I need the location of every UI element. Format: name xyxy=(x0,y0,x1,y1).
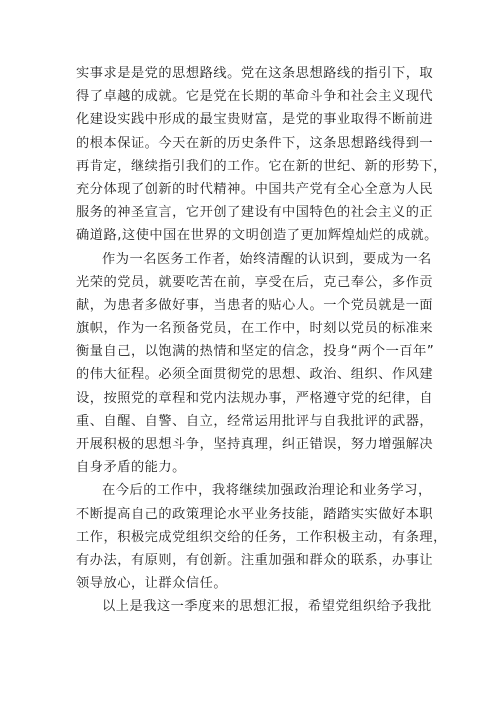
paragraph-future-work xyxy=(76,479,447,595)
text-line: 重、自醒、自警、自立，经常运用批评与自我批评的武器， xyxy=(76,413,434,429)
text-line: 充分体现了创新的时代精神。中国共产党有全心全意为人民 xyxy=(76,181,434,197)
paragraph-closing xyxy=(76,595,430,618)
text-line: 自身矛盾的能力。 xyxy=(76,460,186,476)
text-line: 得了卓越的成就。它是党在长期的革命斗争和社会主义现代 xyxy=(76,89,434,105)
text-line: 化建设实践中形成的最宝贵财富，是党的事业取得不断前进 xyxy=(76,112,434,128)
text-line: 的伟大征程。必须全面贯彻党的思想、政治、组织、作风建 xyxy=(76,367,434,383)
document-body xyxy=(76,62,447,619)
text-line: 设，按照党的章程和党内法规办事，严格遵守党的纪律，自 xyxy=(76,390,434,406)
text-line: 再肯定，继续指引我们的工作。它在新的世纪、新的形势下， xyxy=(76,158,447,174)
text-line: 实事求是是党的思想路线。党在这条思想路线的指引下，取 xyxy=(76,66,434,81)
text-line: 旗帜，作为一名预备党员，在工作中，时刻以党员的标准来 xyxy=(76,321,434,337)
text-line: 献，为患者多做好事，当患者的贴心人。一个党员就是一面 xyxy=(76,297,434,313)
paragraph-medical-worker xyxy=(76,248,435,480)
text-line: 确道路,这使中国在世界的文明创造了更加辉煌灿烂的成就。 xyxy=(76,228,438,244)
paragraph-party-line xyxy=(76,62,447,248)
text-line: 作为一名医务工作者，始终清醒的认识到，要成为一名 xyxy=(102,251,432,267)
text-line: 有办法，有原则，有创新。注重加强和群众的联系，办事让 xyxy=(76,552,434,568)
text-line: 服务的神圣宣言，它开创了建设有中国特色的社会主义的正 xyxy=(76,205,434,221)
text-line: 以上是我这一季度来的思想汇报，希望党组织给予我批 xyxy=(102,599,432,615)
text-line: 在今后的工作中，我将继续加强政治理论和业务学习， xyxy=(102,483,432,499)
text-line: 光荣的党员，就要吃苦在前，享受在后，克己奉公，多作贡 xyxy=(76,274,434,290)
text-line: 不断提高自己的政策理论水平业务技能，踏踏实实做好本职 xyxy=(76,506,434,522)
text-line: 工作，积极完成党组织交给的任务，工作积极主动，有条理， xyxy=(76,529,447,545)
text-line: 衡量自己，以饱满的热情和坚定的信念，投身“两个一百年” xyxy=(76,344,435,360)
text-line: 领导放心，让群众信任。 xyxy=(76,576,228,592)
text-line: 的根本保证。今天在新的历史条件下，这条思想路线得到一 xyxy=(76,135,434,151)
text-line: 开展积极的思想斗争，坚持真理，纠正错误，努力增强解决 xyxy=(76,437,434,452)
